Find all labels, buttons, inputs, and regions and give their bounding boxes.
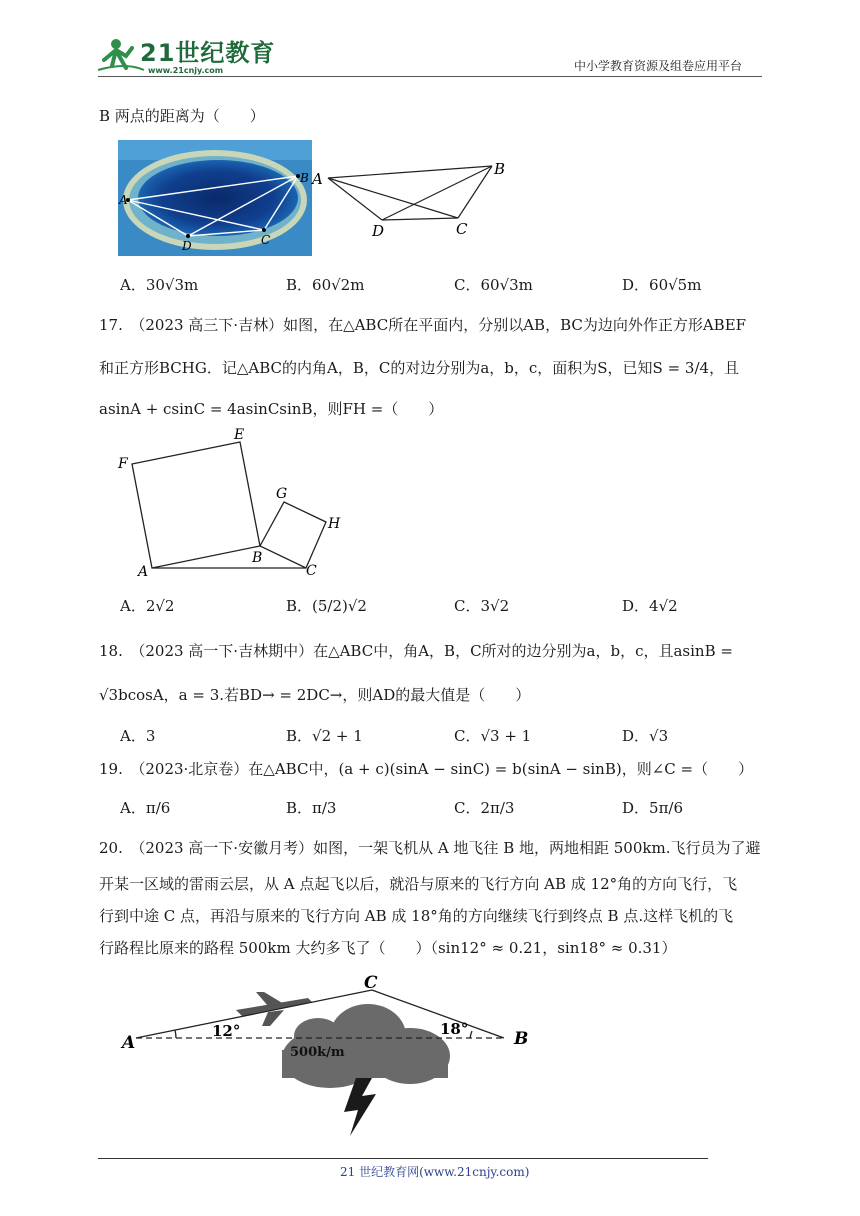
fig17-label-a: A (138, 564, 149, 580)
lightning-icon (344, 1078, 376, 1136)
q17-line1: 17. （2023 高三下·吉林）如图，在△ABC所在平面内，分别以AB，BC为边向外作正方形ABEF (99, 316, 747, 334)
q20-line1: 20. （2023 高一下·安徽月考）如图，一架飞机从 A 地飞往 B 地，两地相距 500km.飞行员为了避 (99, 839, 761, 857)
q17-option-a[interactable]: A．2√2 (120, 597, 175, 615)
q19-option-a[interactable]: A．π/6 (120, 799, 171, 817)
q16-option-c[interactable]: C．60√3m (454, 276, 533, 294)
q16-stem-tail: B 两点的距离为（ ） (99, 107, 265, 125)
q17-option-b[interactable]: B．(5/2)√2 (286, 597, 367, 615)
q17-figure (112, 424, 348, 580)
diagram-label-b: B (494, 160, 506, 178)
q19-option-c[interactable]: C．2π/3 (454, 799, 515, 817)
photo-label-a: A (119, 193, 128, 207)
fig20-distance: 500k/m (290, 1045, 345, 1060)
photo-label-b: B (300, 171, 309, 185)
q16-diagram (310, 156, 510, 240)
fig17-label-c: C (306, 563, 317, 579)
header-divider (98, 76, 762, 77)
fig17-label-h: H (328, 516, 341, 532)
q17-option-c[interactable]: C．3√2 (454, 597, 510, 615)
q16-photo (118, 140, 312, 256)
q19-line1: 19. （2023·北京卷）在△ABC中，(a + c)(sinA − sinC) = b(sinA − sinB)，则∠C =（ ） (99, 760, 754, 778)
q20-line2: 开某一区域的雷雨云层，从 A 点起飞以后，就沿与原来的飞行方向 AB 成 12°角的方向飞行，飞 (99, 875, 738, 893)
q18-line1: 18. （2023 高一下·吉林期中）在△ABC中，角A，B，C所对的边分别为a，b，c，且asinB = (99, 642, 733, 660)
fig20-angle-left: 12° (212, 1022, 241, 1040)
footer-divider (98, 1158, 708, 1159)
fig20-label-a: A (122, 1033, 136, 1053)
diagram-label-c: C (456, 220, 468, 238)
diagram-label-d: D (372, 222, 385, 240)
platform-text: 中小学教育资源及组卷应用平台 (574, 59, 743, 73)
airplane-icon (236, 992, 312, 1026)
fig17-label-f: F (118, 456, 128, 472)
q20-line4: 行路程比原来的路程 500km 大约多飞了（ ）（sin12° ≈ 0.21，sin18° ≈ 0.31） (99, 939, 677, 957)
q18-option-c[interactable]: C．√3 + 1 (454, 727, 532, 745)
q18-option-b[interactable]: B．√2 + 1 (286, 727, 363, 745)
q19-option-d[interactable]: D．5π/6 (622, 799, 684, 817)
q16-option-d[interactable]: D．60√5m (622, 276, 702, 294)
logo-main-text: 21世纪教育 (140, 39, 276, 67)
q18-option-a[interactable]: A．3 (120, 727, 156, 745)
q17-line3: asinA + csinC = 4asinCsinB，则FH =（ ） (99, 400, 444, 418)
footer-site[interactable]: 21 世纪教育网(www.21cnjy.com) (340, 1165, 530, 1179)
q16-option-a[interactable]: A．30√3m (120, 276, 199, 294)
q16-option-b[interactable]: B．60√2m (286, 276, 365, 294)
fig20-label-b: B (514, 1029, 529, 1049)
q19-option-b[interactable]: B．π/3 (286, 799, 337, 817)
q20-figure (118, 970, 538, 1146)
q17-line2: 和正方形BCHG．记△ABC的内角A，B，C的对边分别为a，b，c，面积为S，已知S = 3/4，且 (99, 359, 740, 377)
fig20-angle-right: 18° (440, 1020, 469, 1038)
q17-option-d[interactable]: D．4√2 (622, 597, 678, 615)
fig17-label-b: B (252, 550, 263, 566)
fig17-label-e: E (234, 427, 245, 443)
fig17-label-g: G (276, 486, 288, 502)
q18-option-d[interactable]: D．√3 (622, 727, 669, 745)
logo-url-text: www.21cnjy.com (148, 66, 224, 75)
fig20-label-c: C (364, 973, 378, 993)
photo-label-d: D (182, 239, 192, 253)
q20-line3: 行到中途 C 点，再沿与原来的飞行方向 AB 成 18°角的方向继续飞行到终点 B 点.这样飞机的飞 (99, 907, 734, 925)
diagram-label-a: A (312, 170, 323, 188)
photo-label-c: C (261, 233, 271, 247)
q18-line2: √3bcosA，a = 3.若BD→ = 2DC→，则AD的最大值是（ ） (99, 686, 531, 704)
